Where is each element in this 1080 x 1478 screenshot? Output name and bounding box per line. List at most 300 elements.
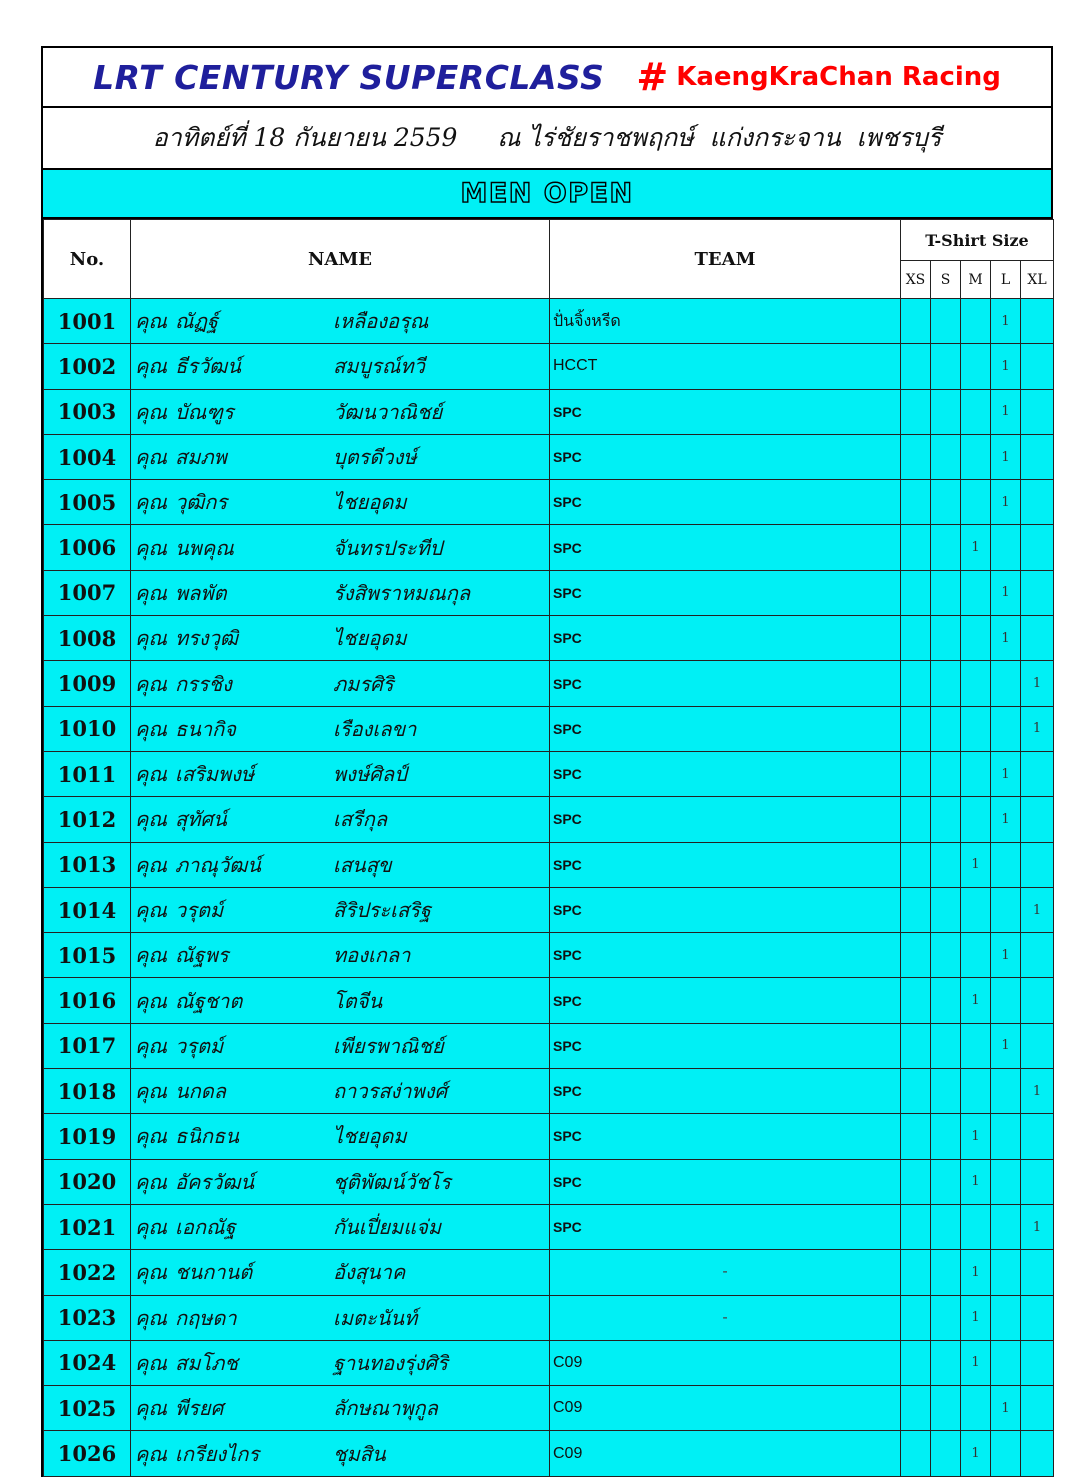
- col-header-size-s: S: [931, 261, 961, 299]
- size-s-cell: [931, 1250, 961, 1295]
- name-title: คุณ: [135, 988, 167, 1013]
- size-m-cell: 1: [961, 842, 991, 887]
- table-row: [44, 887, 1054, 932]
- size-m-cell: [961, 887, 991, 932]
- team-name: C09: [550, 1386, 901, 1431]
- rider-name: [131, 842, 550, 887]
- size-l-cell: [991, 1295, 1021, 1340]
- rider-number: 1015: [44, 933, 131, 978]
- team-name: SPC: [550, 1023, 901, 1068]
- name-title: คุณ: [135, 716, 167, 741]
- name-title: คุณ: [135, 1305, 167, 1330]
- size-xs-cell: [901, 1340, 931, 1385]
- last-name: เสนสุข: [333, 852, 392, 877]
- size-m-cell: 1: [961, 525, 991, 570]
- table-row: [44, 842, 1054, 887]
- team-name: SPC: [550, 842, 901, 887]
- name-title: คุณ: [135, 354, 167, 379]
- size-l-cell: [991, 887, 1021, 932]
- rider-name: [131, 570, 550, 615]
- category-bar: [43, 170, 1051, 219]
- name-title: คุณ: [135, 898, 167, 922]
- size-s-cell: [931, 1204, 961, 1249]
- team-name: SPC: [550, 1069, 901, 1114]
- hashtag-symbol: #: [636, 55, 669, 99]
- name-title: คุณ: [135, 1441, 167, 1466]
- size-l-cell: [991, 1340, 1021, 1385]
- team-name: C09: [550, 1340, 901, 1385]
- rider-name: [131, 299, 550, 344]
- date-venue-bar: [43, 108, 1051, 170]
- name-title: คุณ: [135, 535, 167, 560]
- last-name: ภมรศิริ: [333, 671, 394, 696]
- size-s-cell: [931, 570, 961, 615]
- team-name: SPC: [550, 978, 901, 1023]
- size-m-cell: 1: [961, 1295, 991, 1340]
- name-title: คุณ: [135, 309, 167, 334]
- size-s-cell: [931, 1295, 961, 1340]
- last-name: จันทรประทีป: [333, 535, 443, 560]
- rider-name: [131, 933, 550, 978]
- first-name: พลพัต: [175, 580, 227, 605]
- last-name: เพียรพาณิชย์: [333, 1033, 444, 1058]
- title-bar: [43, 48, 1051, 108]
- team-name: C09: [550, 1431, 901, 1476]
- size-s-cell: [931, 434, 961, 479]
- rider-number: 1003: [44, 389, 131, 434]
- size-m-cell: 1: [961, 1431, 991, 1476]
- last-name: กันเปี่ยมแจ่ม: [333, 1215, 442, 1240]
- table-row: [44, 1204, 1054, 1249]
- size-xl-cell: [1021, 1431, 1054, 1476]
- rider-name: [131, 1069, 550, 1114]
- last-name: เหลืองอรุณ: [333, 309, 429, 334]
- table-row: [44, 1250, 1054, 1295]
- size-xl-cell: [1021, 299, 1054, 344]
- size-xl-cell: [1021, 525, 1054, 570]
- size-m-cell: [961, 706, 991, 751]
- team-name: -: [550, 1295, 901, 1340]
- size-m-cell: [961, 616, 991, 661]
- table-row: [44, 706, 1054, 751]
- size-l-cell: [991, 1069, 1021, 1114]
- rider-number: 1014: [44, 887, 131, 932]
- table-row: [44, 616, 1054, 661]
- size-xs-cell: [901, 434, 931, 479]
- table-row: [44, 570, 1054, 615]
- name-title: คุณ: [135, 671, 167, 696]
- size-xl-cell: [1021, 480, 1054, 525]
- size-l-cell: 1: [991, 1023, 1021, 1068]
- table-row: [44, 978, 1054, 1023]
- table-row: [44, 1069, 1054, 1114]
- date-venue: อาทิตย์ที่ 18 กันยายน 2559 ณ ไร่ชัยราชพฤกษ์ แก่งกระจาน เพชรบุรี: [152, 123, 942, 152]
- size-m-cell: [961, 570, 991, 615]
- size-m-cell: [961, 1204, 991, 1249]
- size-m-cell: 1: [961, 1340, 991, 1385]
- rider-number: 1001: [44, 299, 131, 344]
- event-title: LRT CENTURY SUPERCLASS: [93, 57, 605, 97]
- size-l-cell: 1: [991, 480, 1021, 525]
- table-row: [44, 344, 1054, 389]
- size-s-cell: [931, 661, 961, 706]
- first-name: ภาณุวัฒน์: [175, 852, 261, 877]
- last-name: เมตะนันท์: [333, 1305, 418, 1330]
- size-xs-cell: [901, 1250, 931, 1295]
- size-xs-cell: [901, 1204, 931, 1249]
- name-title: คุณ: [135, 1396, 167, 1421]
- team-name: SPC: [550, 797, 901, 842]
- size-m-cell: [961, 1069, 991, 1114]
- rider-number: 1011: [44, 751, 131, 796]
- rider-number: 1016: [44, 978, 131, 1023]
- rider-number: 1012: [44, 797, 131, 842]
- size-xl-cell: [1021, 434, 1054, 479]
- table-row: [44, 480, 1054, 525]
- team-name: SPC: [550, 1114, 901, 1159]
- size-s-cell: [931, 1023, 961, 1068]
- name-title: คุณ: [135, 1033, 167, 1058]
- size-l-cell: [991, 1204, 1021, 1249]
- size-m-cell: [961, 344, 991, 389]
- rider-name: [131, 1431, 550, 1476]
- last-name: ถาวรสง่าพงศ์: [333, 1079, 448, 1104]
- name-title: คุณ: [135, 762, 167, 787]
- rider-name: [131, 1250, 550, 1295]
- first-name: อัครวัฒน์: [175, 1169, 255, 1194]
- size-s-cell: [931, 887, 961, 932]
- rider-number: 1022: [44, 1250, 131, 1295]
- team-name: SPC: [550, 389, 901, 434]
- name-title: คุณ: [135, 943, 167, 968]
- name-title: คุณ: [135, 1350, 167, 1375]
- col-header-size-m: M: [961, 261, 991, 299]
- name-title: คุณ: [135, 399, 167, 424]
- rider-name: [131, 751, 550, 796]
- size-xs-cell: [901, 480, 931, 525]
- rider-number: 1006: [44, 525, 131, 570]
- table-row: [44, 933, 1054, 978]
- size-xs-cell: [901, 616, 931, 661]
- size-s-cell: [931, 1340, 961, 1385]
- rider-number: 1025: [44, 1386, 131, 1431]
- first-name: บัณฑูร: [175, 399, 234, 424]
- last-name: อังสุนาค: [333, 1260, 406, 1285]
- rider-number: 1013: [44, 842, 131, 887]
- col-header-size-l: L: [991, 261, 1021, 299]
- first-name: วรุตม์: [175, 1033, 224, 1058]
- size-xl-cell: 1: [1021, 706, 1054, 751]
- first-name: เอกณัฐ: [175, 1215, 236, 1240]
- size-s-cell: [931, 299, 961, 344]
- rider-number: 1026: [44, 1431, 131, 1476]
- first-name: นพคุณ: [175, 535, 234, 560]
- size-xs-cell: [901, 1295, 931, 1340]
- first-name: สุทัศน์: [175, 807, 227, 832]
- first-name: ณัฏฐ์: [175, 309, 219, 334]
- first-name: นกดล: [175, 1079, 227, 1104]
- team-name: SPC: [550, 751, 901, 796]
- size-xs-cell: [901, 1431, 931, 1476]
- size-xl-cell: [1021, 344, 1054, 389]
- table-row: [44, 1340, 1054, 1385]
- table-row: [44, 299, 1054, 344]
- rider-number: 1024: [44, 1340, 131, 1385]
- size-l-cell: 1: [991, 751, 1021, 796]
- rider-name: [131, 1159, 550, 1204]
- size-l-cell: 1: [991, 616, 1021, 661]
- name-title: คุณ: [135, 1124, 167, 1149]
- team-name: SPC: [550, 933, 901, 978]
- name-title: คุณ: [135, 852, 167, 877]
- rider-name: [131, 1295, 550, 1340]
- team-name: SPC: [550, 480, 901, 525]
- table-row: [44, 661, 1054, 706]
- size-s-cell: [931, 706, 961, 751]
- first-name: ชนกานต์: [175, 1260, 253, 1285]
- team-name: SPC: [550, 434, 901, 479]
- col-header-name: NAME: [131, 220, 550, 299]
- size-s-cell: [931, 1431, 961, 1476]
- size-xl-cell: [1021, 978, 1054, 1023]
- rider-name: [131, 978, 550, 1023]
- table-row: [44, 1159, 1054, 1204]
- size-s-cell: [931, 616, 961, 661]
- team-name: ปั่นจิ้งหรีด: [550, 299, 901, 344]
- size-m-cell: [961, 1386, 991, 1431]
- size-s-cell: [931, 933, 961, 978]
- rider-name: [131, 1340, 550, 1385]
- rider-name: [131, 389, 550, 434]
- first-name: ธนิกธน: [175, 1124, 239, 1149]
- col-header-size-xs: XS: [901, 261, 931, 299]
- size-xl-cell: [1021, 1250, 1054, 1295]
- size-xs-cell: [901, 751, 931, 796]
- rider-number: 1018: [44, 1069, 131, 1114]
- rider-number: 1004: [44, 434, 131, 479]
- col-header-tshirt: T-Shirt Size: [901, 220, 1054, 261]
- size-xl-cell: [1021, 616, 1054, 661]
- size-xl-cell: 1: [1021, 661, 1054, 706]
- size-m-cell: [961, 933, 991, 978]
- size-l-cell: 1: [991, 797, 1021, 842]
- size-xl-cell: [1021, 1114, 1054, 1159]
- size-xs-cell: [901, 887, 931, 932]
- size-xl-cell: [1021, 842, 1054, 887]
- first-name: ณัฐชาต: [175, 988, 243, 1013]
- rider-number: 1002: [44, 344, 131, 389]
- last-name: ชุติพัฒน์วัชโร: [333, 1169, 451, 1194]
- size-s-cell: [931, 797, 961, 842]
- team-name: SPC: [550, 887, 901, 932]
- table-row: [44, 389, 1054, 434]
- name-title: คุณ: [135, 1215, 167, 1240]
- team-name: -: [550, 1250, 901, 1295]
- table-row: [44, 434, 1054, 479]
- rider-name: [131, 1114, 550, 1159]
- size-xs-cell: [901, 842, 931, 887]
- table-row: [44, 1114, 1054, 1159]
- team-name: HCCT: [550, 344, 901, 389]
- size-m-cell: [961, 797, 991, 842]
- table-row: [44, 525, 1054, 570]
- first-name: เกรียงไกร: [175, 1441, 260, 1466]
- last-name: ฐานทองรุ่งศิริ: [333, 1350, 448, 1375]
- size-s-cell: [931, 389, 961, 434]
- rider-name: [131, 706, 550, 751]
- size-xs-cell: [901, 570, 931, 615]
- size-l-cell: [991, 978, 1021, 1023]
- size-xl-cell: [1021, 933, 1054, 978]
- first-name: กรรชิง: [175, 671, 232, 696]
- first-name: สมโภช: [175, 1350, 238, 1375]
- first-name: ธนากิจ: [175, 716, 236, 741]
- size-s-cell: [931, 842, 961, 887]
- size-m-cell: [961, 751, 991, 796]
- first-name: สมภพ: [175, 445, 227, 470]
- rider-name: [131, 525, 550, 570]
- size-m-cell: 1: [961, 1159, 991, 1204]
- size-l-cell: 1: [991, 434, 1021, 479]
- size-xs-cell: [901, 389, 931, 434]
- first-name: พีรยศ: [175, 1396, 224, 1421]
- table-row: [44, 1023, 1054, 1068]
- size-xs-cell: [901, 933, 931, 978]
- last-name: วัฒนวาณิชย์: [333, 399, 443, 424]
- size-l-cell: 1: [991, 570, 1021, 615]
- size-m-cell: 1: [961, 978, 991, 1023]
- size-s-cell: [931, 1069, 961, 1114]
- size-xl-cell: [1021, 1386, 1054, 1431]
- name-title: คุณ: [135, 807, 167, 832]
- rider-number: 1017: [44, 1023, 131, 1068]
- size-xs-cell: [901, 1114, 931, 1159]
- last-name: ไชยอุดม: [333, 626, 407, 651]
- registration-sheet: [41, 46, 1053, 1477]
- size-l-cell: 1: [991, 389, 1021, 434]
- size-xl-cell: [1021, 1295, 1054, 1340]
- last-name: ทองเกลา: [333, 943, 411, 968]
- name-title: คุณ: [135, 490, 167, 515]
- last-name: สมบูรณ์ทวี: [333, 354, 425, 379]
- size-m-cell: 1: [961, 1250, 991, 1295]
- last-name: โตจีน: [333, 988, 383, 1013]
- size-m-cell: [961, 434, 991, 479]
- size-xs-cell: [901, 1386, 931, 1431]
- size-l-cell: [991, 1159, 1021, 1204]
- hashtag-text: KaengKraChan Racing: [676, 62, 1001, 92]
- rider-number: 1023: [44, 1295, 131, 1340]
- size-l-cell: [991, 525, 1021, 570]
- last-name: สิริประเสริฐ: [333, 898, 431, 922]
- rider-name: [131, 887, 550, 932]
- rider-table: [43, 219, 1054, 1477]
- size-xl-cell: [1021, 751, 1054, 796]
- first-name: ธีรวัฒน์: [175, 354, 241, 379]
- team-name: SPC: [550, 1204, 901, 1249]
- table-row: [44, 797, 1054, 842]
- rider-number: 1021: [44, 1204, 131, 1249]
- last-name: รังสิพราหมณกุล: [333, 580, 471, 605]
- size-m-cell: 1: [961, 1114, 991, 1159]
- rider-name: [131, 616, 550, 661]
- col-header-team: TEAM: [550, 220, 901, 299]
- rider-name: [131, 661, 550, 706]
- table-row: [44, 1295, 1054, 1340]
- size-xl-cell: [1021, 1159, 1054, 1204]
- last-name: พงษ์ศิลป์: [333, 762, 407, 787]
- rider-name: [131, 797, 550, 842]
- rider-name: [131, 1386, 550, 1431]
- size-s-cell: [931, 344, 961, 389]
- size-l-cell: [991, 661, 1021, 706]
- size-xs-cell: [901, 797, 931, 842]
- size-m-cell: [961, 661, 991, 706]
- size-s-cell: [931, 1114, 961, 1159]
- rider-name: [131, 434, 550, 479]
- last-name: บุตรดีวงษ์: [333, 445, 417, 470]
- rider-number: 1007: [44, 570, 131, 615]
- size-xs-cell: [901, 661, 931, 706]
- size-xs-cell: [901, 299, 931, 344]
- col-header-no: No.: [44, 220, 131, 299]
- size-l-cell: 1: [991, 933, 1021, 978]
- col-header-size-xl: XL: [1021, 261, 1054, 299]
- last-name: ลักษณาพุกูล: [333, 1396, 438, 1421]
- size-s-cell: [931, 751, 961, 796]
- size-l-cell: 1: [991, 344, 1021, 389]
- size-s-cell: [931, 1386, 961, 1431]
- size-xl-cell: [1021, 389, 1054, 434]
- size-l-cell: [991, 706, 1021, 751]
- size-s-cell: [931, 525, 961, 570]
- size-xs-cell: [901, 978, 931, 1023]
- name-title: คุณ: [135, 580, 167, 605]
- name-title: คุณ: [135, 445, 167, 470]
- size-xs-cell: [901, 1023, 931, 1068]
- rider-number: 1008: [44, 616, 131, 661]
- rider-number: 1005: [44, 480, 131, 525]
- size-m-cell: [961, 389, 991, 434]
- size-l-cell: [991, 1250, 1021, 1295]
- rider-number: 1020: [44, 1159, 131, 1204]
- team-name: SPC: [550, 616, 901, 661]
- last-name: เสรีกุล: [333, 807, 388, 832]
- first-name: วุฒิกร: [175, 490, 228, 515]
- last-name: ชุมสิน: [333, 1441, 386, 1466]
- rider-number: 1009: [44, 661, 131, 706]
- team-name: SPC: [550, 525, 901, 570]
- first-name: กฤษดา: [175, 1305, 237, 1330]
- size-l-cell: 1: [991, 299, 1021, 344]
- rider-name: [131, 1023, 550, 1068]
- rider-name: [131, 1204, 550, 1249]
- rider-name: [131, 480, 550, 525]
- size-l-cell: [991, 842, 1021, 887]
- size-s-cell: [931, 480, 961, 525]
- size-xl-cell: 1: [1021, 1069, 1054, 1114]
- size-xs-cell: [901, 344, 931, 389]
- rider-number: 1019: [44, 1114, 131, 1159]
- size-xl-cell: 1: [1021, 887, 1054, 932]
- name-title: คุณ: [135, 1079, 167, 1104]
- size-s-cell: [931, 1159, 961, 1204]
- name-title: คุณ: [135, 1169, 167, 1194]
- size-s-cell: [931, 978, 961, 1023]
- table-row: [44, 751, 1054, 796]
- team-name: SPC: [550, 1159, 901, 1204]
- first-name: วรุตม์: [175, 898, 224, 922]
